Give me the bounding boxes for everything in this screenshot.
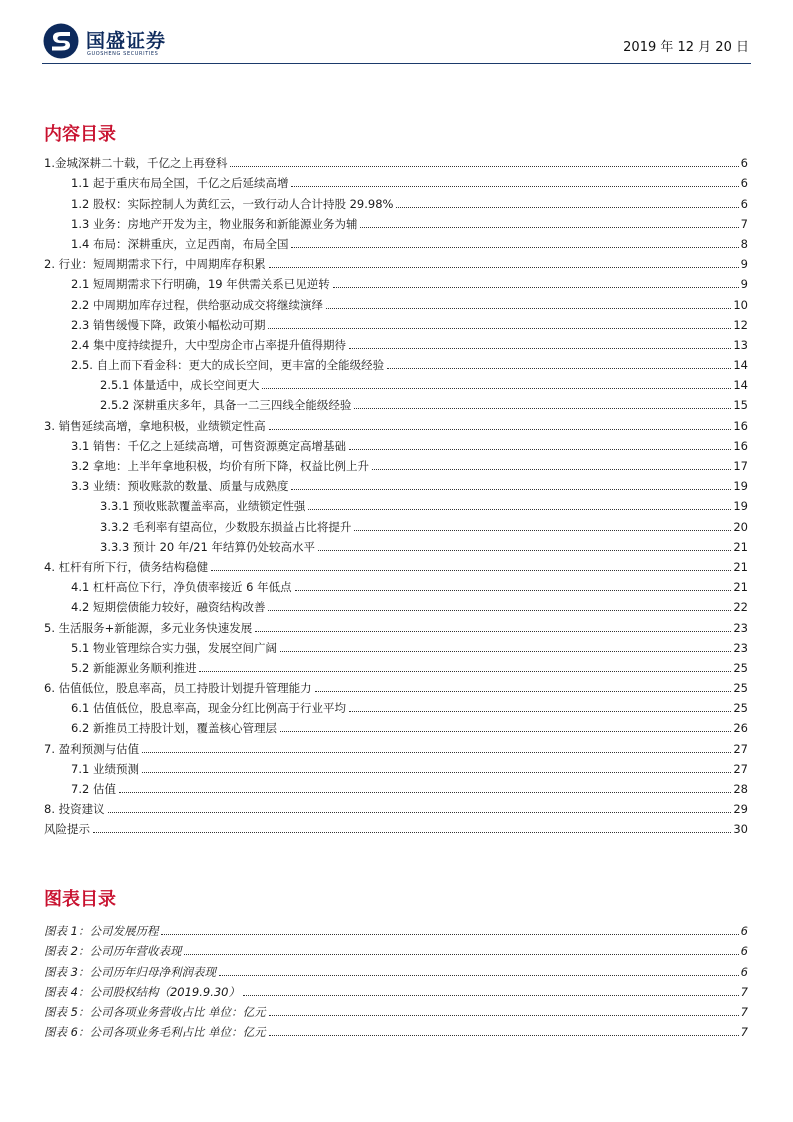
toc-entry[interactable] — [44, 170, 748, 190]
entry-page-number: 6 — [740, 156, 748, 171]
entry-title: 3.3.2 毛利率有望高位，少数股东损益占比将提升 — [100, 519, 352, 534]
toc-entry[interactable] — [44, 554, 748, 574]
toc-entry[interactable] — [44, 735, 748, 755]
entry-title: 1.2 股权：实际控制人为黄红云，一致行动人合计持股 29.98% — [71, 196, 394, 211]
figure-entry[interactable] — [44, 979, 748, 999]
entry-title: 2.5. 自上而下看金科：更大的成长空间，更丰富的全能级经验 — [71, 358, 385, 373]
entry-title: 2. 行业：短周期需求下行，中周期库存积累 — [44, 257, 266, 272]
dot-leader — [280, 651, 731, 652]
entry-title: 6. 估值低位，股息率高，员工持股计划提升管理能力 — [44, 681, 312, 696]
toc-entry[interactable] — [44, 574, 748, 594]
entry-title: 2.1 短周期需求下行明确，19 年供需关系已见逆转 — [71, 277, 330, 292]
toc-entry[interactable] — [44, 433, 748, 453]
dot-leader — [372, 469, 731, 470]
page-header — [0, 0, 793, 70]
entry-title: 3.3 业绩：预收账款的数量、质量与成熟度 — [71, 479, 289, 494]
toc-entry[interactable] — [44, 211, 748, 231]
entry-page-number: 12 — [733, 317, 748, 332]
entry-page-number: 25 — [733, 660, 748, 675]
entry-page-number: 6 — [740, 944, 748, 959]
dot-leader — [211, 570, 731, 571]
toc-entry[interactable] — [44, 332, 748, 352]
entry-page-number: 22 — [733, 600, 748, 615]
dot-leader — [268, 328, 731, 329]
dot-leader — [349, 449, 731, 450]
toc-entry[interactable] — [44, 715, 748, 735]
dot-leader — [184, 954, 738, 955]
dot-leader — [396, 207, 738, 208]
dot-leader — [269, 429, 732, 430]
dot-leader — [291, 186, 738, 187]
entry-page-number: 8 — [740, 236, 748, 251]
entry-page-number: 25 — [733, 681, 748, 696]
entry-title: 2.5.2 深耕重庆多年，具备一二三四线全能级经验 — [100, 398, 352, 413]
entry-page-number: 28 — [733, 782, 748, 796]
entry-page-number: 6 — [740, 924, 748, 939]
dot-leader — [349, 348, 731, 349]
toc-entry[interactable] — [44, 635, 748, 655]
toc-list — [44, 150, 748, 836]
brand-subtitle: GUOSHENG SECURITIES — [87, 51, 159, 57]
toc-entry[interactable] — [44, 756, 748, 776]
entry-title: 2.3 销售缓慢下降，政策小幅松动可期 — [71, 317, 266, 332]
toc-entry[interactable] — [44, 312, 748, 332]
entry-title: 1.1 起于重庆布局全国，千亿之后延续高增 — [71, 176, 289, 191]
entry-title: 3.2 拿地：上半年拿地积极，均价有所下降，权益比例上升 — [71, 459, 369, 473]
entry-title: 1.金城深耕二十载，千亿之上再登科 — [44, 156, 228, 171]
dot-leader — [142, 752, 731, 753]
entry-page-number: 21 — [733, 559, 748, 574]
dot-leader — [199, 671, 731, 672]
entry-title: 7.1 业绩预测 — [71, 761, 139, 776]
dot-leader — [269, 1015, 739, 1016]
dot-leader — [308, 509, 731, 510]
toc-entry[interactable] — [44, 453, 748, 473]
entry-title: 1.4 布局：深耕重庆，立足西南，布局全国 — [71, 236, 289, 251]
entry-page-number: 6 — [740, 196, 748, 211]
entry-title: 6.2 新推员工持股计划，覆盖核心管理层 — [71, 721, 277, 736]
guosheng-logo-icon — [42, 22, 80, 60]
entry-title: 7. 盈利预测与估值 — [44, 741, 140, 756]
entry-title: 图表 5：公司各项业务营收占比 单位：亿元 — [44, 1004, 266, 1019]
dot-leader — [108, 812, 732, 813]
toc-entry[interactable] — [44, 776, 748, 796]
toc-entry[interactable] — [44, 271, 748, 291]
entry-page-number: 23 — [733, 620, 748, 635]
figure-entry[interactable] — [44, 999, 748, 1019]
toc-entry[interactable] — [44, 655, 748, 675]
dot-leader — [333, 287, 739, 288]
entry-page-number: 27 — [733, 761, 748, 776]
dot-leader — [349, 711, 731, 712]
entry-title: 图表 1：公司发展历程 — [44, 924, 159, 939]
entry-page-number: 7 — [740, 1004, 748, 1019]
entry-title: 2.2 中周期加库存过程，供给驱动成交将继续演绎 — [71, 297, 323, 312]
toc-entry[interactable] — [44, 816, 748, 836]
entry-page-number: 19 — [733, 479, 748, 494]
entry-page-number: 21 — [733, 580, 748, 595]
entry-title: 3.3.3 预计 20 年/21 年结算仍处较高水平 — [100, 539, 316, 554]
entry-title: 2.4 集中度持续提升，大中型房企市占率提升值得期待 — [71, 337, 346, 352]
header-divider — [42, 63, 751, 64]
entry-page-number: 16 — [733, 418, 748, 433]
entry-page-number: 29 — [733, 802, 748, 817]
dot-leader — [119, 792, 731, 793]
entry-title: 5. 生活服务+新能源，多元业务快速发展 — [44, 620, 253, 635]
toc-entry[interactable] — [44, 594, 748, 614]
dot-leader — [291, 247, 738, 248]
brand-name: 国盛证券 — [86, 30, 167, 52]
figure-entry[interactable] — [44, 918, 748, 938]
entry-page-number: 9 — [740, 277, 748, 292]
dot-leader — [354, 408, 731, 409]
entry-page-number: 6 — [740, 176, 748, 191]
entry-page-number: 13 — [733, 337, 748, 352]
entry-title: 4.2 短期偿债能力较好，融资结构改善 — [71, 600, 266, 615]
entry-page-number: 6 — [740, 964, 748, 979]
entry-title: 4. 杠杆有所下行，债务结构稳健 — [44, 559, 209, 574]
entry-page-number: 25 — [733, 701, 748, 716]
entry-page-number: 9 — [740, 257, 748, 272]
entry-page-number: 19 — [733, 499, 748, 514]
dot-leader — [318, 550, 731, 551]
dot-leader — [268, 610, 731, 611]
entry-page-number: 16 — [733, 438, 748, 453]
dot-leader — [360, 227, 738, 228]
entry-page-number: 26 — [733, 721, 748, 736]
entry-title: 2.5.1 体量适中，成长空间更大 — [100, 378, 260, 393]
entry-page-number: 7 — [740, 984, 748, 999]
entry-title: 图表 2：公司历年营收表现 — [44, 944, 182, 959]
entry-title: 6.1 估值低位，股息率高，现金分红比例高于行业平均 — [71, 701, 346, 716]
toc-entry[interactable] — [44, 150, 748, 170]
dot-leader — [295, 590, 732, 591]
report-date: 2019 年 12 月 20 日 — [623, 40, 749, 55]
entry-page-number: 7 — [740, 1025, 748, 1040]
entry-title: 3.1 销售：千亿之上延续高增，可售资源奠定高增基础 — [71, 438, 346, 453]
toc-entry[interactable] — [44, 251, 748, 271]
entry-title: 8. 投资建议 — [44, 802, 105, 817]
dot-leader — [262, 388, 731, 389]
toc-entry[interactable] — [44, 675, 748, 695]
entry-title: 7.2 估值 — [71, 782, 116, 796]
dot-leader — [255, 631, 731, 632]
toc-entry[interactable] — [44, 352, 748, 372]
dot-leader — [269, 267, 739, 268]
dot-leader — [291, 489, 731, 490]
entry-page-number: 7 — [740, 216, 748, 231]
dot-leader — [315, 691, 732, 692]
entry-page-number: 30 — [733, 822, 748, 837]
figure-list-title: 图表目录 — [44, 889, 116, 910]
toc-entry[interactable] — [44, 493, 748, 513]
entry-title: 图表 6：公司各项业务毛利占比 单位：亿元 — [44, 1025, 266, 1040]
toc-title: 内容目录 — [44, 124, 116, 145]
toc-entry[interactable] — [44, 513, 748, 533]
entry-title: 5.2 新能源业务顺利推进 — [71, 660, 197, 675]
toc-entry[interactable] — [44, 614, 748, 634]
entry-title: 3.3.1 预收账款覆盖率高，业绩锁定性强 — [100, 499, 306, 514]
figure-entry[interactable] — [44, 938, 748, 958]
dot-leader — [142, 772, 731, 773]
toc-entry[interactable] — [44, 392, 748, 412]
dot-leader — [243, 995, 739, 996]
entry-title: 图表 3：公司历年归母净利润表现 — [44, 964, 216, 979]
entry-title: 图表 4：公司股权结构（2019.9.30） — [44, 984, 240, 999]
toc-entry[interactable] — [44, 412, 748, 432]
dot-leader — [387, 368, 731, 369]
toc-entry[interactable] — [44, 796, 748, 816]
entry-page-number: 10 — [733, 297, 748, 312]
entry-title: 风险提示 — [44, 822, 90, 837]
entry-title: 4.1 杠杆高位下行，净负债率接近 6 年低点 — [71, 580, 292, 595]
dot-leader — [230, 166, 738, 167]
entry-page-number: 21 — [733, 539, 748, 554]
figure-entry[interactable] — [44, 958, 748, 978]
toc-entry[interactable] — [44, 372, 748, 392]
toc-entry[interactable] — [44, 695, 748, 715]
figure-entry[interactable] — [44, 1019, 748, 1039]
dot-leader — [269, 1035, 739, 1036]
toc-entry[interactable] — [44, 291, 748, 311]
dot-leader — [219, 975, 739, 976]
entry-page-number: 14 — [733, 378, 748, 393]
entry-page-number: 14 — [733, 358, 748, 373]
dot-leader — [326, 308, 731, 309]
entry-title: 3. 销售延续高增，拿地积极，业绩锁定性高 — [44, 418, 266, 433]
dot-leader — [354, 530, 731, 531]
entry-page-number: 27 — [733, 741, 748, 756]
dot-leader — [93, 832, 731, 833]
dot-leader — [280, 731, 731, 732]
entry-page-number: 17 — [733, 459, 748, 473]
dot-leader — [161, 934, 738, 935]
entry-page-number: 20 — [733, 519, 748, 534]
entry-page-number: 15 — [733, 398, 748, 413]
toc-entry[interactable] — [44, 231, 748, 251]
entry-page-number: 23 — [733, 640, 748, 655]
entry-title: 1.3 业务：房地产开发为主，物业服务和新能源业务为辅 — [71, 216, 358, 231]
figure-list — [44, 918, 748, 1039]
toc-entry[interactable] — [44, 473, 748, 493]
entry-title: 5.1 物业管理综合实力强，发展空间广阔 — [71, 640, 277, 655]
toc-entry[interactable] — [44, 190, 748, 210]
toc-entry[interactable] — [44, 534, 748, 554]
